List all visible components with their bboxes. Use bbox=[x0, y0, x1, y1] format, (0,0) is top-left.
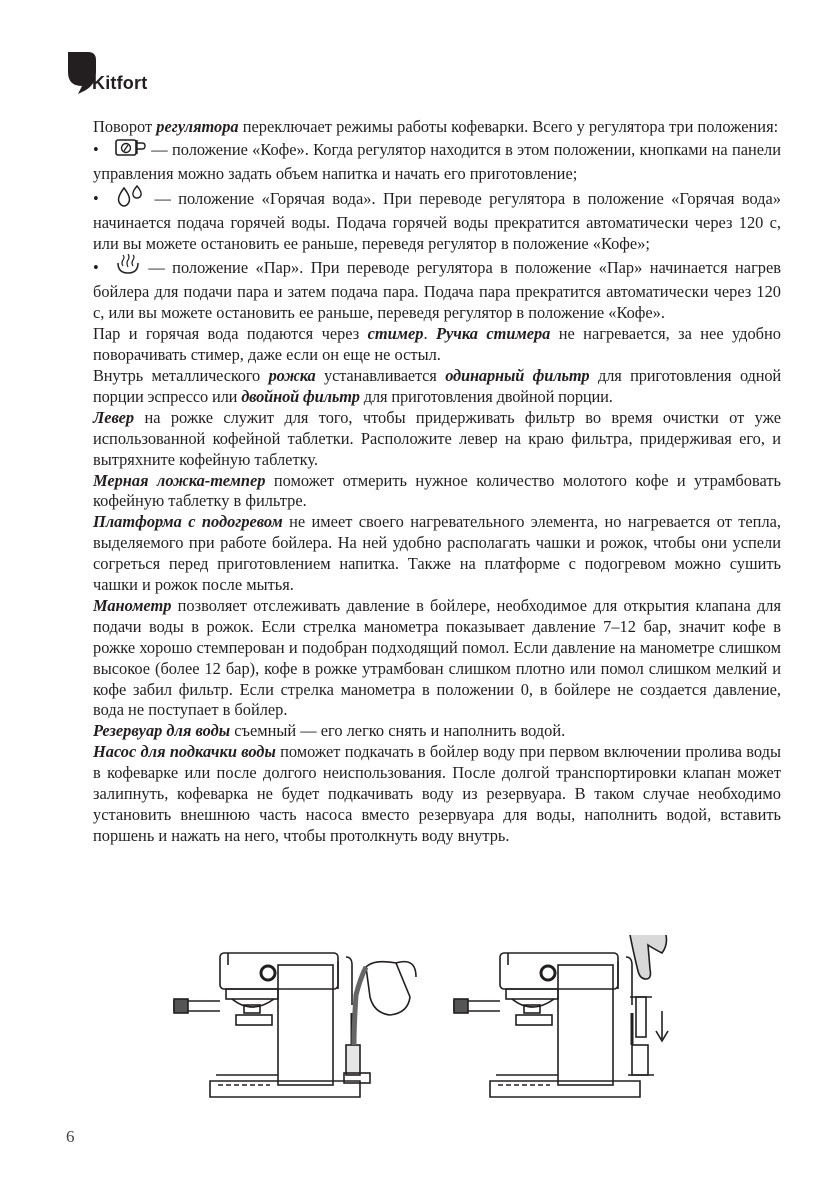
term-warming-platform: Платформа с подогревом bbox=[93, 512, 283, 532]
brand-logo bbox=[66, 50, 206, 98]
text-run: поможет отмерить нужное количество молотого кофе и утрамбовать кофейную таблетку в фильтре. bbox=[93, 470, 781, 511]
term-pump: Насос для подкачки воды bbox=[93, 742, 276, 762]
term-steamer: стимер bbox=[367, 324, 424, 344]
text-run: на рожке служит для того, чтобы придерживать фильтр во время очистки от уже использованной кофейной таблетки. Расположите левер на краю фильтра, придерживая его, и вытряхните кофейную таблетку. bbox=[93, 407, 781, 469]
paragraph-pump bbox=[93, 742, 781, 847]
paragraph-regulator bbox=[93, 117, 781, 138]
document-body bbox=[93, 117, 781, 847]
paragraph-water-tank bbox=[93, 721, 781, 742]
paragraph-portafilter bbox=[93, 366, 781, 408]
hot-water-icon bbox=[115, 185, 147, 213]
steam-icon bbox=[115, 254, 141, 282]
coffee-mode-icon bbox=[115, 138, 147, 164]
bullet-hot-water bbox=[93, 185, 781, 255]
term-single-filter: одинарный фильтр bbox=[445, 365, 590, 385]
text-run: устанавливается bbox=[315, 365, 446, 385]
paragraph-warming-platform bbox=[93, 512, 781, 596]
term-double-filter: двойной фильтр bbox=[241, 386, 360, 406]
text-run: Пар и горячая вода подаются через bbox=[93, 324, 368, 344]
text-run: позволяет отслеживать давление в бойлере, необходимое для открытия клапана для подачи воды в рожок. Если стрелка манометра показывает давление 7–12 бар, значит кофе в рожке хорошо стемперован и подобран подходящий помол. Если давление на манометре слишком высокое (более 12 бар), кофе в рожке утрамбован слишком плотно или помол слишком мелкий и кофе забил фильтр. Если стрелка манометра в положении 0, в бойлере не создается давление, вода не поступает в бойлер. bbox=[93, 595, 781, 720]
bullet-mark: • bbox=[93, 188, 99, 208]
bullet-text: — положение «Пар». При переводе регулятора в положение «Пар» начинается нагрев бойлера для подачи пара и затем подача пара. Подача пара прекратится автоматически через 120 с, или вы можете остановить ее раньше, переведя регулятор в положение «Кофе». bbox=[93, 258, 781, 323]
term-steamer-handle: Ручка стимера bbox=[435, 324, 551, 344]
text-run: для приготовления двойной порции. bbox=[359, 386, 613, 406]
page-number: 6 bbox=[66, 1127, 75, 1146]
illustrations bbox=[160, 935, 680, 1125]
bullet-mark: • bbox=[93, 258, 99, 278]
bullet-steam bbox=[93, 254, 781, 324]
text-run: . bbox=[423, 324, 436, 344]
paragraph-steamer bbox=[93, 324, 781, 366]
text-run: Поворот bbox=[93, 117, 157, 136]
text-run: Внутрь металлического bbox=[93, 365, 269, 385]
term-manometer: Манометр bbox=[93, 595, 172, 615]
bullet-text: — положение «Горячая вода». При переводе регулятора в положение «Горячая вода» начинается подача горячей воды. Подача горячей воды прекратится автоматически через 120 с, или вы можете остановить ее раньше, переведя регулятор в положение «Кофе»; bbox=[93, 188, 781, 253]
term-regulator: регулятора bbox=[156, 117, 239, 136]
machine-pump-illustration bbox=[440, 935, 700, 1125]
text-run: съемный — его легко снять и наполнить водой. bbox=[230, 721, 566, 741]
text-run: переключает режимы работы кофеварки. Всего у регулятора три положения: bbox=[238, 117, 779, 136]
paragraph-lever bbox=[93, 408, 781, 471]
paragraph-tamper bbox=[93, 471, 781, 513]
bullet-coffee bbox=[93, 138, 781, 185]
term-water-tank: Резервуар для воды bbox=[93, 721, 231, 741]
text-run: не нагревается, за нее удобно поворачивать стимер, даже если он еще не остыл. bbox=[93, 324, 781, 365]
bullet-mark: • bbox=[93, 139, 99, 159]
paragraph-manometer bbox=[93, 596, 781, 721]
term-lever: Левер bbox=[93, 407, 135, 427]
brand-name: Kitfort bbox=[92, 73, 148, 93]
machine-fill-tank-illustration bbox=[160, 935, 420, 1125]
text-run: поможет подкачать в бойлер воду при первом включении пролива воды в кофеварке или после долгого неиспользования. После долгой транспортировки клапан может залипнуть, кофеварка не будет подкачивать воду из резервуара. В таком случае необходимо установить внешнюю часть насоса вместо резервуара для воды, наполнить водой, вставить поршень и нажать на него, чтобы протолкнуть воду внутрь. bbox=[93, 742, 781, 845]
text-run: для приготовления одной порции эспрессо или bbox=[93, 365, 781, 406]
bullet-text: — положение «Кофе». Когда регулятор находится в этом положении, кнопками на панели управления можно задать объем напитка и начать его приготовление; bbox=[93, 139, 781, 183]
text-run: не имеет своего нагревательного элемента, но нагревается от тепла, выделяемого при работе бойлера. На ней удобно располагать чашки и рожок, чтобы они успели согреться перед приготовлением напитка. Также на платформе с подогревом можно сушить чашки и рожок после мытья. bbox=[93, 512, 781, 595]
term-tamper: Мерная ложка-темпер bbox=[93, 470, 266, 490]
term-portafilter: рожка bbox=[268, 365, 316, 385]
